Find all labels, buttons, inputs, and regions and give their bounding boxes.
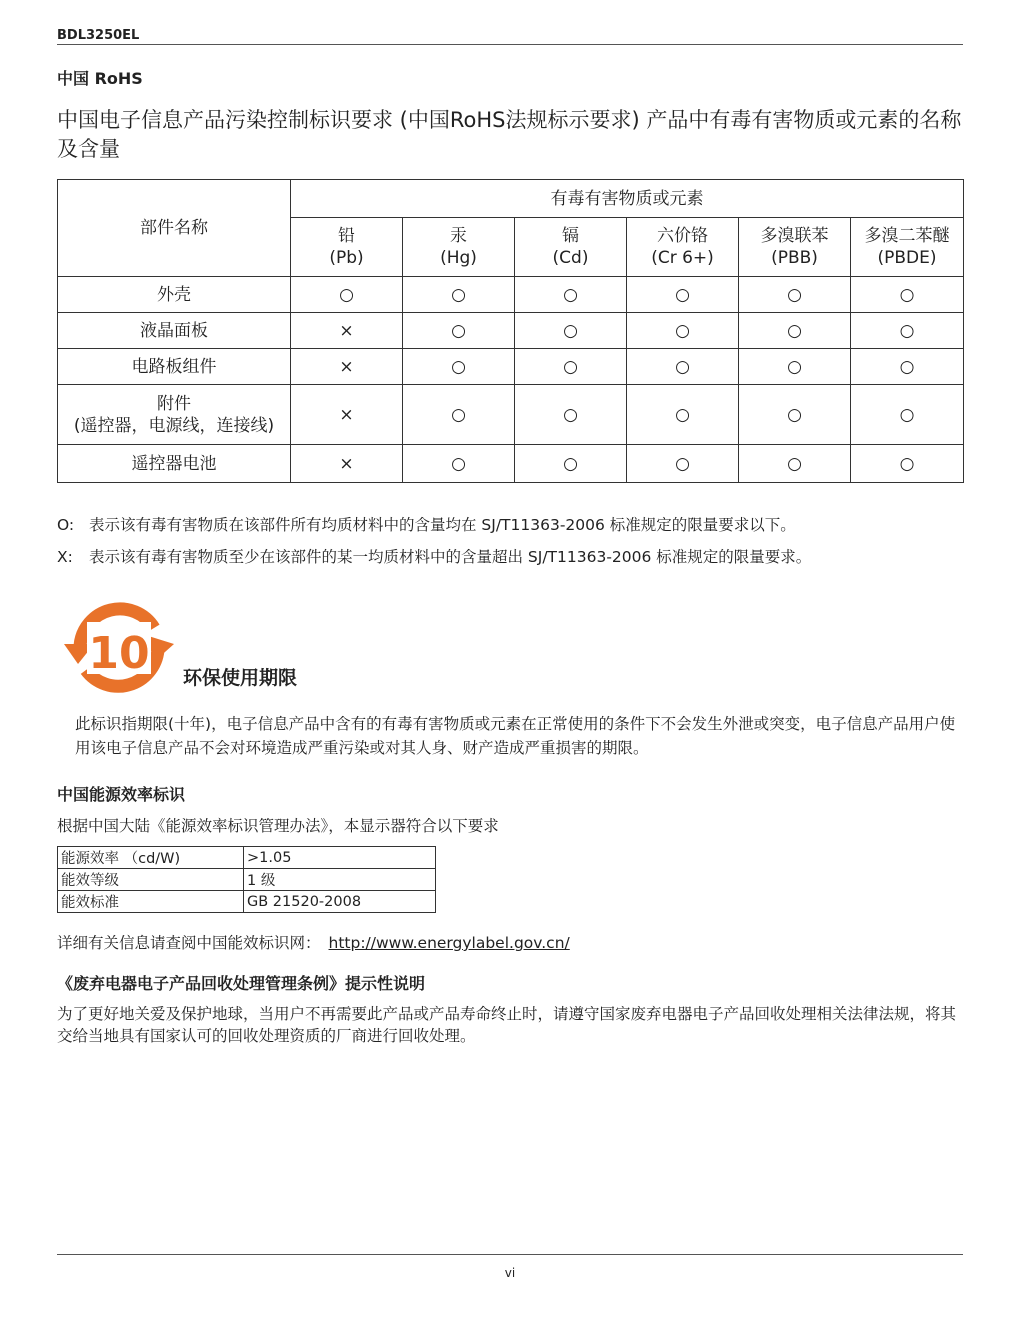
table-row (58, 313, 964, 349)
substance-header: 多溴联苯 (PBB) (739, 218, 851, 277)
energy-table (57, 846, 436, 913)
substance-header: 镉 (Cd) (515, 218, 627, 277)
energy-intro: 根据中国大陆《能源效率标识管理办法》，本显示器符合以下要求 (57, 817, 499, 835)
rohs-table (57, 179, 964, 483)
part-name-cell: 附件 (遥控器，电源线，连接线) (58, 385, 291, 445)
part-name-header: 部件名称 (58, 180, 291, 277)
table-row (58, 891, 436, 913)
energy-value-cell: >1.05 (244, 847, 436, 869)
mark-cell: ○ (403, 313, 515, 349)
note-o-text: 表示该有毒有害物质在该部件所有均质材料中的含量均在 SJ/T11363-2006 标准规定的限量要求以下。 (89, 516, 796, 534)
footer-rule (57, 1254, 963, 1255)
header-rule (57, 44, 963, 45)
energy-section-title: 中国能源效率标识 (57, 785, 186, 804)
substance-header: 铅 (Pb) (291, 218, 403, 277)
mark-cell: ○ (515, 277, 627, 313)
env-period-text: 此标识指期限(十年)，电子信息产品中含有的有毒有害物质或元素在正常使用的条件下不会发生外泄或突变，电子信息产品用户使用该电子信息产品不会对环境造成严重污染或对其人身、财产造成严重损害的期限。 (75, 715, 956, 757)
mark-cell: ○ (291, 277, 403, 313)
table-row (58, 277, 964, 313)
mark-cell: × (291, 313, 403, 349)
table-row (58, 349, 964, 385)
eco-period-logo-icon (60, 598, 178, 698)
recycle-section-title: 《废弃电器电子产品回收处理管理条例》提示性说明 (57, 974, 426, 993)
mark-cell: ○ (627, 385, 739, 445)
mark-cell: ○ (403, 349, 515, 385)
mark-cell: ○ (739, 349, 851, 385)
mark-cell: ○ (515, 349, 627, 385)
rohs-title: 中国电子信息产品污染控制标识要求 (中国RoHS法规标示要求) 产品中有毒有害物质或元素的名称及含量 (57, 108, 962, 161)
mark-cell: ○ (851, 445, 964, 483)
note-x-text: 表示该有毒有害物质至少在该部件的某一均质材料中的含量超出 SJ/T11363-2006 标准规定的限量要求。 (89, 548, 812, 566)
mark-cell: × (291, 385, 403, 445)
env-period-title: 环保使用期限 (183, 667, 298, 689)
page-number: vi (504, 1266, 516, 1280)
table-row (58, 847, 436, 869)
energy-label-cell: 能效等级 (58, 869, 244, 891)
mark-cell: ○ (403, 277, 515, 313)
part-name-cell: 电路板组件 (58, 349, 291, 385)
mark-cell: × (291, 445, 403, 483)
note-o-symbol: O: (57, 516, 75, 534)
note-o (57, 513, 796, 535)
mark-cell: ○ (851, 277, 964, 313)
mark-cell: × (291, 349, 403, 385)
energy-value-cell: 1 级 (244, 869, 436, 891)
energy-value-cell: GB 21520-2008 (244, 891, 436, 913)
mark-cell: ○ (851, 313, 964, 349)
table-row (58, 445, 964, 483)
mark-cell: ○ (627, 445, 739, 483)
substance-header: 六价铬 (Cr 6+) (627, 218, 739, 277)
mark-cell: ○ (627, 349, 739, 385)
mark-cell: ○ (515, 313, 627, 349)
note-x (57, 545, 811, 567)
mark-cell: ○ (851, 349, 964, 385)
mark-cell: ○ (739, 277, 851, 313)
table-row (58, 385, 964, 445)
energy-label-link[interactable]: http://www.energylabel.gov.cn/ (328, 934, 570, 952)
part-name-cell: 遥控器电池 (58, 445, 291, 483)
part-name-cell: 液晶面板 (58, 313, 291, 349)
energy-label-cell: 能源效率 （cd/W) (58, 847, 244, 869)
note-x-symbol: X: (57, 548, 73, 566)
rohs-section-title: 中国 RoHS (57, 69, 143, 88)
mark-cell: ○ (627, 277, 739, 313)
table-row (58, 869, 436, 891)
energy-label-cell: 能效标准 (58, 891, 244, 913)
model-name: BDL3250EL (57, 28, 140, 43)
mark-cell: ○ (403, 385, 515, 445)
mark-cell: ○ (515, 385, 627, 445)
mark-cell: ○ (739, 385, 851, 445)
mark-cell: ○ (627, 313, 739, 349)
mark-cell: ○ (403, 445, 515, 483)
mark-cell: ○ (739, 445, 851, 483)
energy-info-line (57, 931, 570, 953)
energy-info-label: 详细有关信息请查阅中国能效标识网： (57, 934, 321, 952)
part-name-cell: 外壳 (58, 277, 291, 313)
mark-cell: ○ (851, 385, 964, 445)
mark-cell: ○ (515, 445, 627, 483)
mark-cell: ○ (739, 313, 851, 349)
substance-header: 汞 (Hg) (403, 218, 515, 277)
recycle-text: 为了更好地关爱及保护地球，当用户不再需要此产品或产品寿命终止时，请遵守国家废弃电器电子产品回收处理相关法律法规，将其交给当地具有国家认可的回收处理资质的厂商进行回收处理。 (57, 1005, 957, 1045)
logo-number: 10 (88, 628, 150, 679)
substance-header: 多溴二苯醚 (PBDE) (851, 218, 964, 277)
substance-group-header: 有毒有害物质或元素 (291, 180, 964, 218)
